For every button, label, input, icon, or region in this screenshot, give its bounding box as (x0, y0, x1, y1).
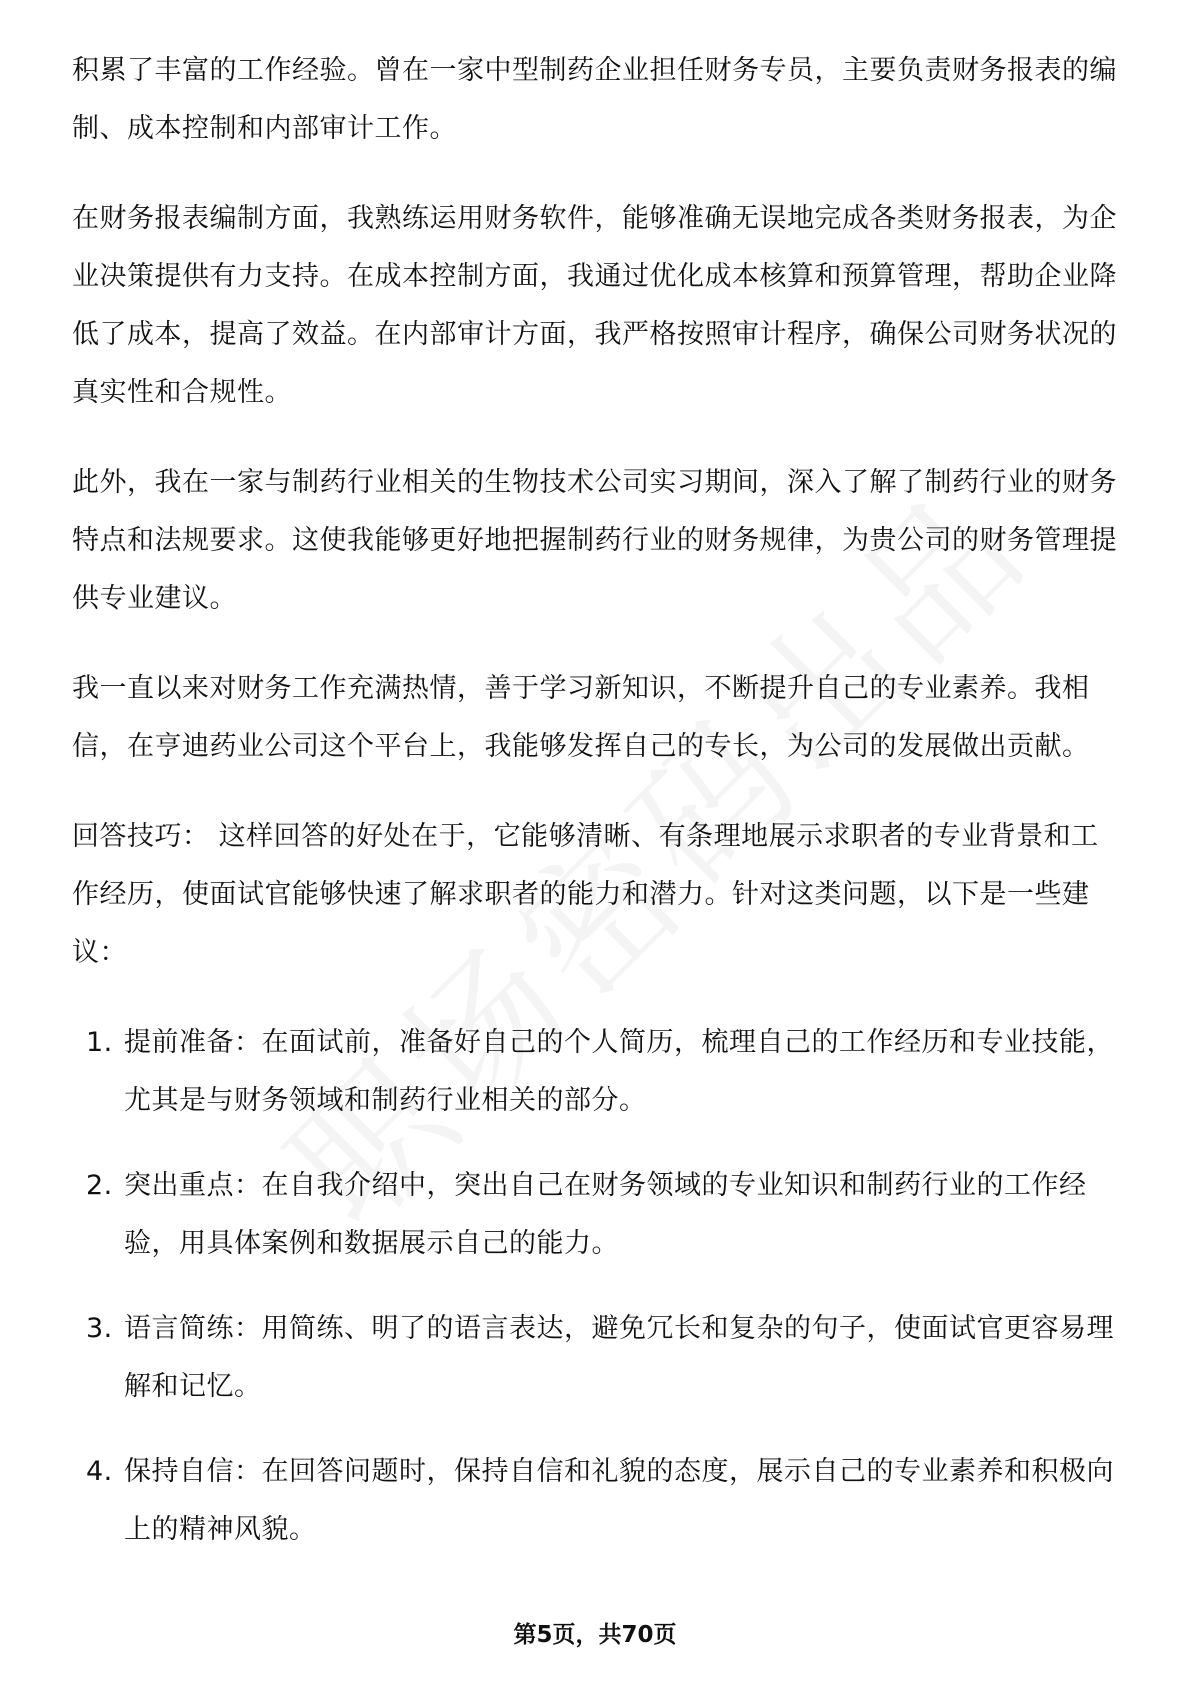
document-body (72, 42, 1122, 1586)
page-number-footer: 第5页，共70页 (513, 1622, 677, 1648)
list-item (72, 1443, 1122, 1559)
paragraph-answer-tips: 回答技巧： 这样回答的好处在于，它能够清晰、有条理地展示求职者的专业背景和工作经历，使面试官能够快速了解求职者的能力和潜力。针对这类问题，以下是一些建议： (72, 821, 1099, 968)
list-item-text: 语言简练：用简练、明了的语言表达，避免冗长和复杂的句子，使面试官更容易理解和记忆。 (124, 1313, 1114, 1402)
list-item (72, 1300, 1122, 1416)
paragraph-experience: 积累了丰富的工作经验。曾在一家中型制药企业担任财务专员，主要负责财务报表的编制、成本控制和内部审计工作。 (72, 55, 1117, 144)
list-item-text: 提前准备：在面试前，准备好自己的个人简历，梳理自己的工作经历和专业技能，尤其是与财务领域和制药行业相关的部分。 (124, 1027, 1114, 1116)
tips-list (72, 1014, 1122, 1559)
list-item-number: 2. (86, 1170, 113, 1201)
list-item-text: 保持自信：在回答问题时，保持自信和礼貌的态度，展示自己的专业素养和积极向上的精神风貌。 (124, 1456, 1114, 1545)
paragraph-motivation: 我一直以来对财务工作充满热情，善于学习新知识，不断提升自己的专业素养。我相信，在亨迪药业公司这个平台上，我能够发挥自己的专长，为公司的发展做出贡献。 (72, 673, 1090, 762)
list-item-text: 突出重点：在自我介绍中，突出自己在财务领域的专业知识和制药行业的工作经验，用具体案例和数据展示自己的能力。 (124, 1170, 1087, 1259)
list-item (72, 1014, 1122, 1130)
paragraph-internship: 此外，我在一家与制药行业相关的生物技术公司实习期间，深入了解了制药行业的财务特点和法规要求。这使我能够更好地把握制药行业的财务规律，为贵公司的财务管理提供专业建议。 (72, 467, 1117, 614)
paragraph-skills: 在财务报表编制方面，我熟练运用财务软件，能够准确无误地完成各类财务报表，为企业决策提供有力支持。在成本控制方面，我通过优化成本核算和预算管理，帮助企业降低了成本，提高了效益。在内部审计方面，我严格按照审计程序，确保公司财务状况的真实性和合规性。 (72, 203, 1117, 408)
list-item-number: 4. (86, 1456, 113, 1487)
list-item-number: 3. (86, 1313, 113, 1344)
list-item-number: 1. (86, 1027, 113, 1058)
list-item (72, 1157, 1122, 1273)
